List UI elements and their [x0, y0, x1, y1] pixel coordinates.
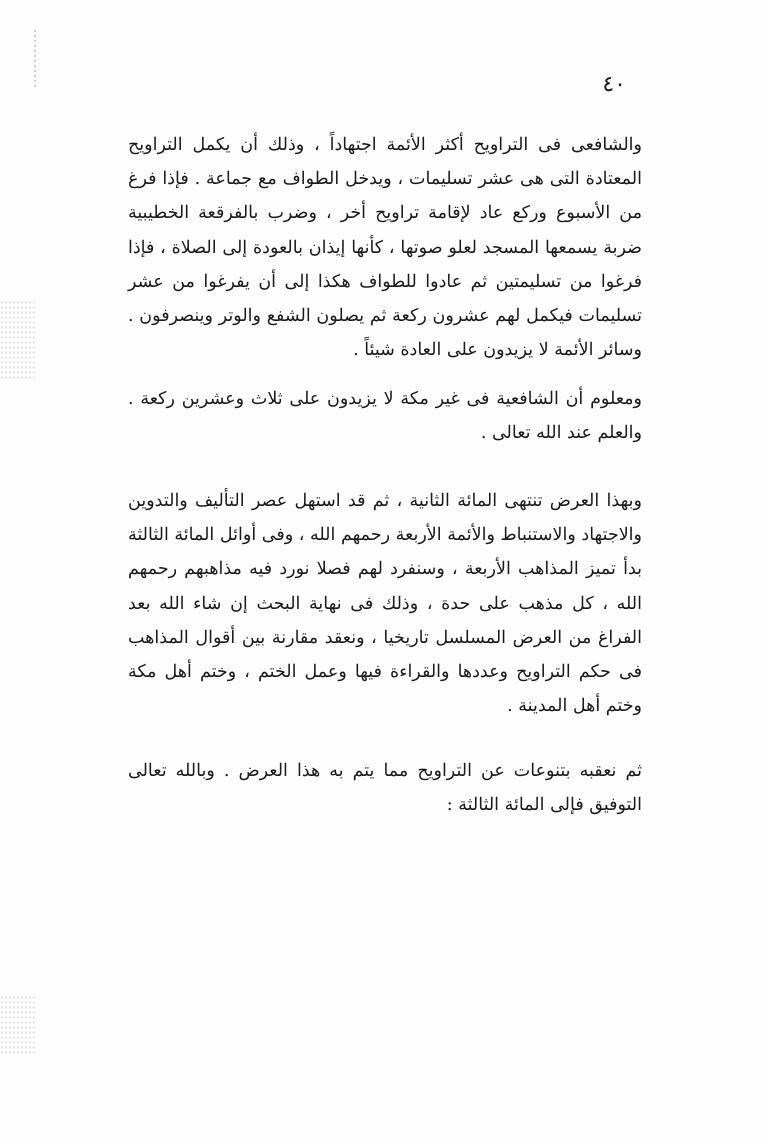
paragraph-shafiiya-outside-mecca — [128, 382, 642, 450]
paragraph-text: والشافعى فى التراويح أكثر الأئمة اجتهاداً ، وذلك أن يكمل التراويح المعتادة التى هى عشر تسليمات ، ويدخل الطواف مع جماعة . فإذا فرغ من الأسبوع وركع عاد لإقامة تراويح أخر ، وضرب بالفرقعة الخطيبية ضربة يسمعها المسجد لعلو صوتها ، كأنها إيذان بالعودة إلى الصلاة ، فإذا فرغوا من تسليمتين ثم عادوا للطواف هكذا إلى أن يفرغوا من عشر تسليمات فيكمل لهم عشرون ركعة ثم يصلون الشفع والوتر وينصرفون . وسائر الأئمة لا يزيدون على العادة شيئاً . — [128, 135, 642, 361]
paragraph-shafii-tarawih — [128, 128, 642, 367]
paragraph-text: ثم نعقبه بتنوعات عن التراويح مما يتم به هذا العرض . وبالله تعالى التوفيق فإلى المائة الثالثة : — [128, 761, 642, 816]
paragraph-to-third-century — [128, 754, 642, 822]
page-number: ٤٠ — [602, 72, 626, 97]
binding-gutter-mark — [34, 30, 36, 90]
paragraph-text: ومعلوم أن الشافعية فى غير مكة لا يزيدون على ثلاث وعشرين ركعة . والعلم عند الله تعالى . — [128, 389, 642, 444]
paragraph-text: وبهذا العرض تنتهى المائة الثانية ، ثم قد استهل عصر التأليف والتدوين والاجتهاد والاستنباط والأئمة الأربعة رحمهم الله ، وفى أوائل المائة الثالثة بدأ تميز المذاهب الأربعة ، وسنفرد لهم فصلا نورد فيه مذاهبهم رحمهم الله ، كل مذهب على حدة ، وذلك فى نهاية البحث إن شاء الله بعد الفراغ من العرض المسلسل تاريخيا ، ونعقد مقارنة بين أقوال المذاهب فى حكم التراويح وعددها والقراءة فيها وعمل الختم ، وختم أهل مكة وختم أهل المدينة . — [128, 491, 642, 717]
scan-speckle — [0, 300, 36, 380]
scan-speckle — [0, 995, 36, 1055]
paragraph-end-second-century — [128, 484, 642, 723]
